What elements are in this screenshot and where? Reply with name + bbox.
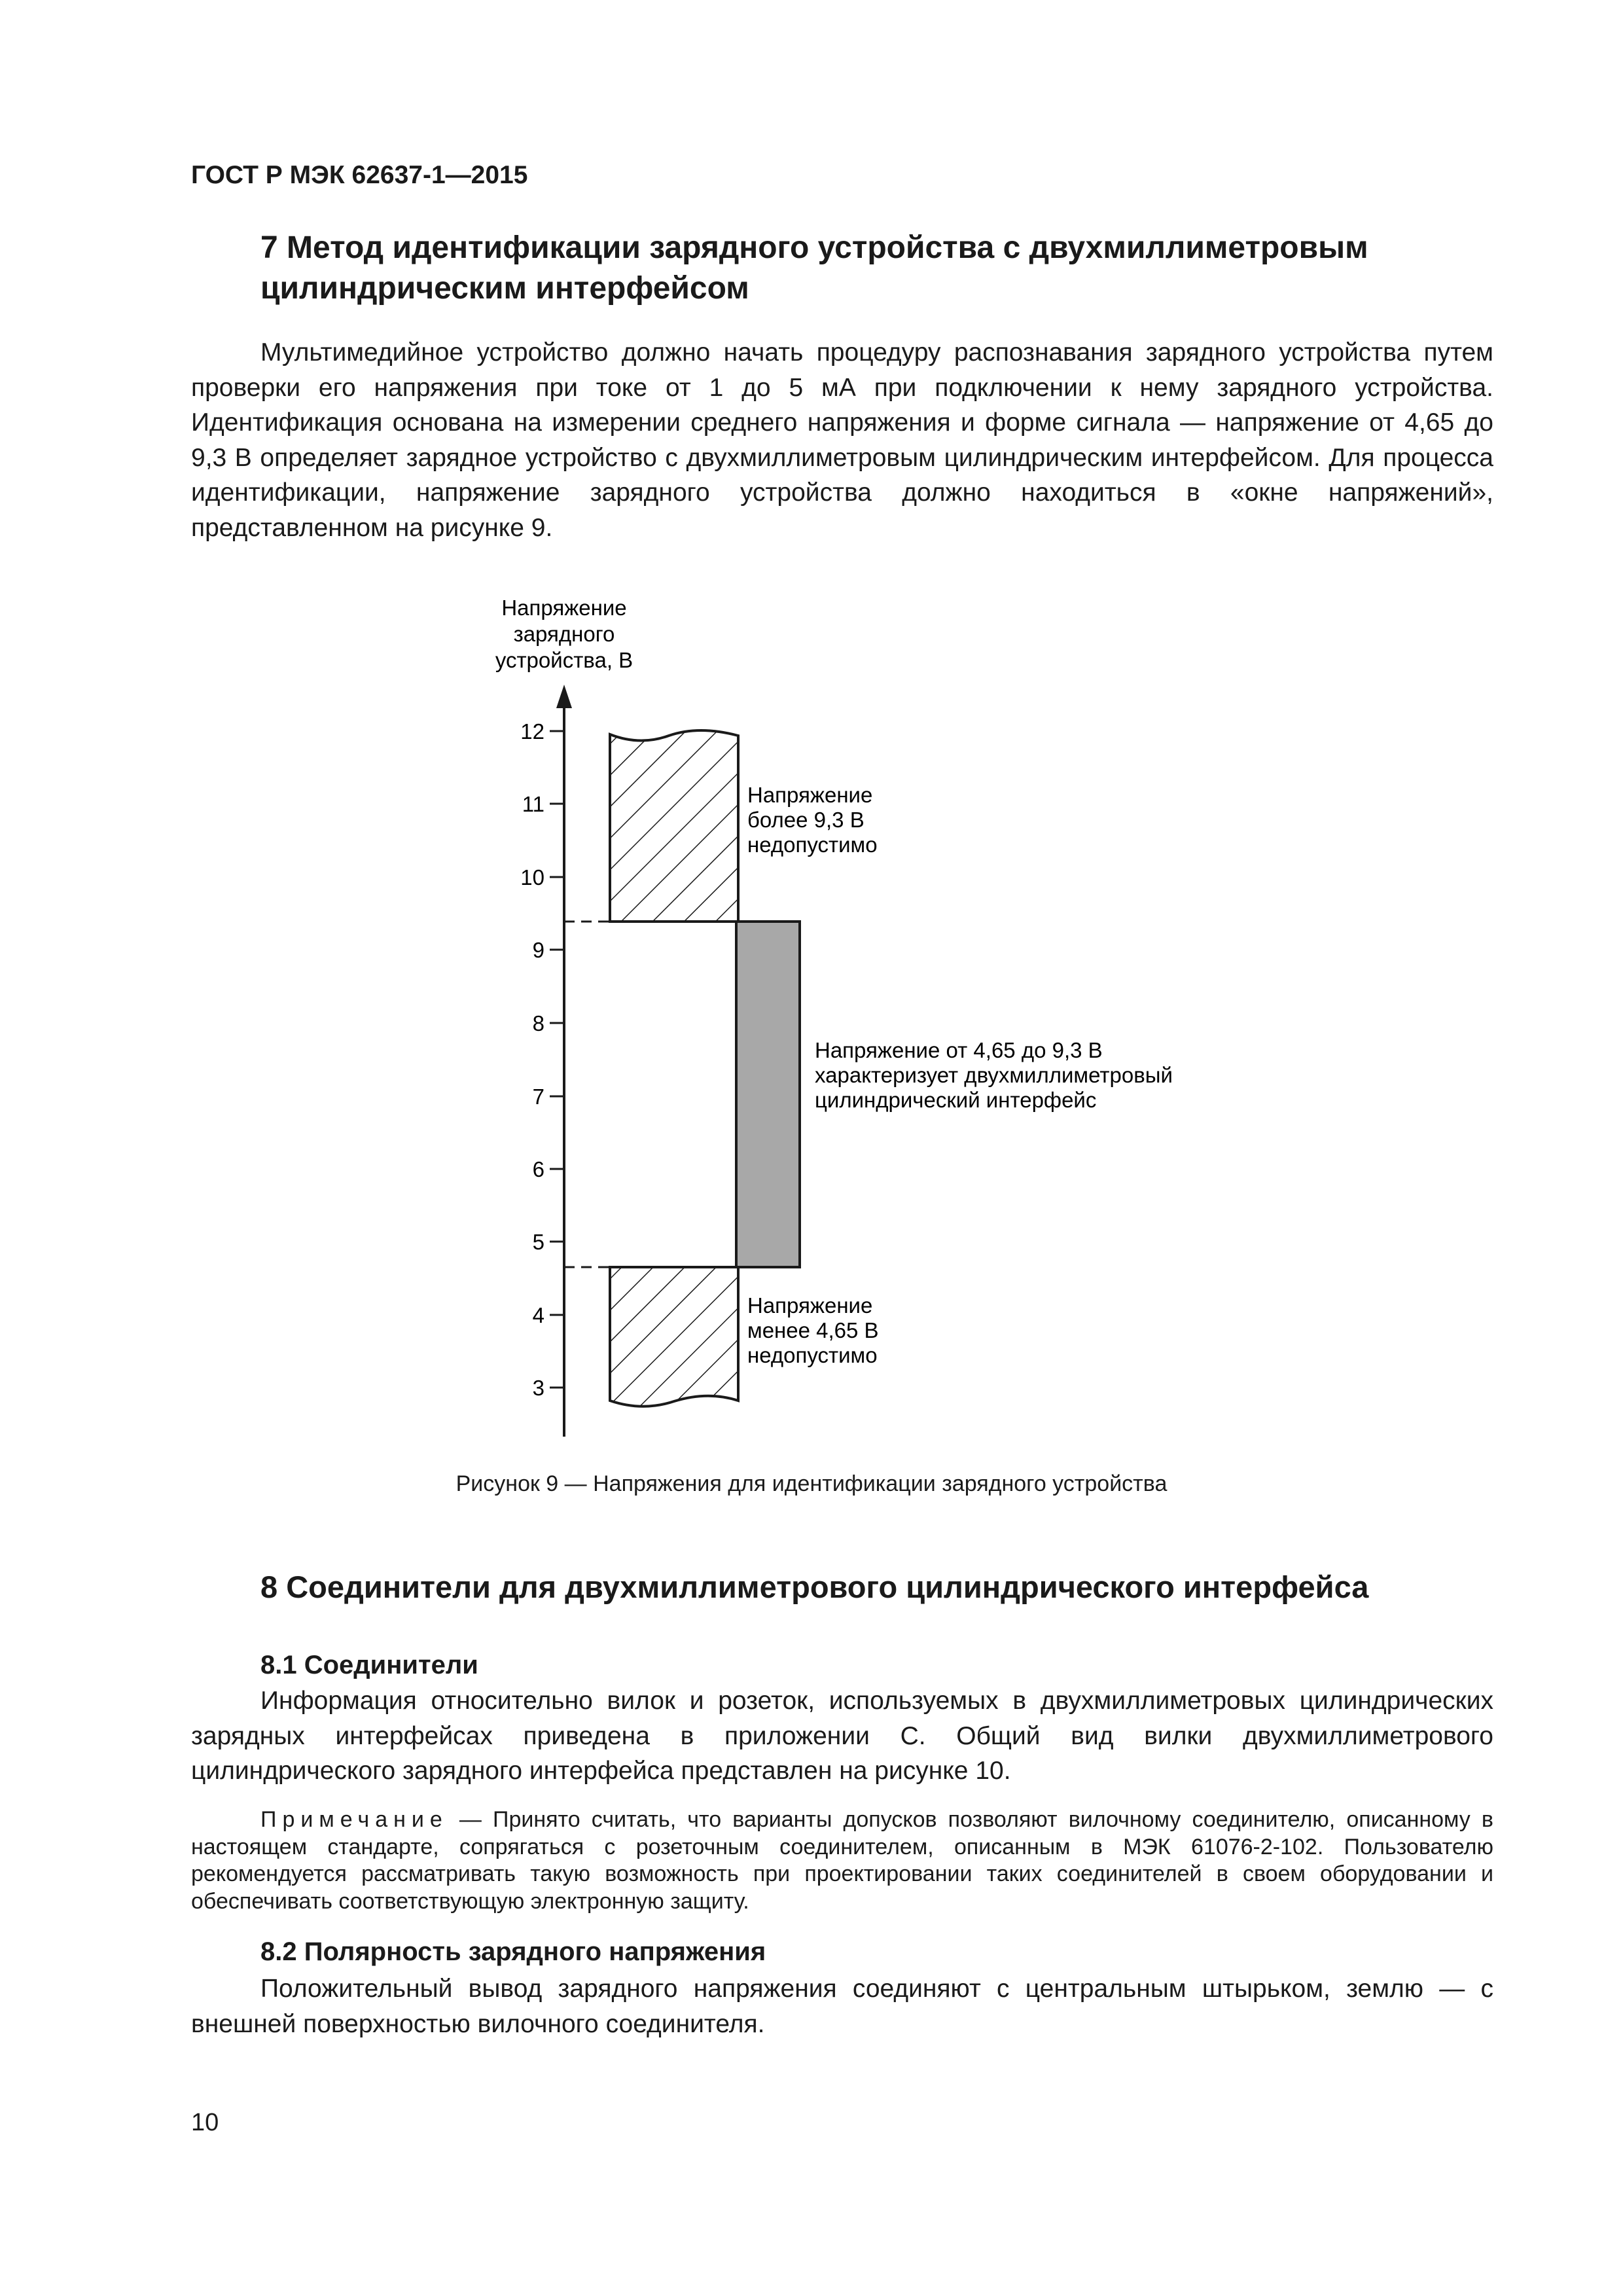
y-axis-ticks [520,719,564,1400]
tick-label: 8 [532,1011,544,1035]
section-7-title-line1: 7 Метод идентификации зарядного устройства с двухмиллиметровым [260,230,1368,265]
y-axis-label-line3: устройства, В [495,648,633,672]
section-8-2-paragraph: Положительный вывод зарядного напряжения соединяют с центральным штырьком, землю — с внешней поверхностью вилочного соединителя. [191,1975,1493,2038]
section-7-title-line2: цилиндрическим интерфейсом [260,271,749,306]
section-8-title: 8 Соединители для двухмиллиметрового цилиндрического интерфейса [260,1570,1369,1604]
tick-label: 7 [532,1085,544,1109]
upper-region-label-line3: недопустимо [747,833,878,857]
section-8-1-paragraph: Информация относительно вилок и розеток, используемых в двухмиллиметровых цилиндрических зарядных интерфейсах приведена в приложении С. Общий вид вилки двухмиллиметрового цилиндрического зарядного интерфейса представлен на рисунке 10. [191,1687,1493,1785]
tick-label: 11 [522,792,544,816]
note-block [191,1806,1493,1915]
document-header: ГОСТ Р МЭК 62637-1—2015 [191,161,528,189]
section-7-title [260,228,1368,309]
page-number: 10 [191,2109,219,2136]
tick-label: 5 [532,1230,544,1254]
tick-label: 3 [532,1376,544,1400]
lower-region-label-line2: менее 4,65 В [747,1318,879,1342]
tick-label: 10 [520,865,544,889]
upper-forbidden-region [610,730,738,922]
upper-region-label-line1: Напряжение [747,783,873,807]
window-label-line3: цилиндрический интерфейс [815,1088,1097,1112]
figure-9-chart [0,576,1623,1466]
lower-region-label-line3: недопустимо [747,1343,878,1367]
tick-label: 12 [520,719,544,744]
tick-label: 6 [532,1157,544,1181]
figure-9-caption: Рисунок 9 — Напряжения для идентификации зарядного устройства [455,1471,1168,1496]
section-8-1-title: 8.1 Соединители [260,1651,478,1679]
upper-region-label-line2: более 9,3 В [747,808,865,832]
y-axis-arrow-icon [556,685,572,708]
window-label-line2: характеризует двухмиллиметровый [815,1063,1173,1087]
y-axis-label-line1: Напряжение [501,596,627,620]
section-8-2-title: 8.2 Полярность зарядного напряжения [260,1937,766,1966]
lower-region-label-line1: Напряжение [747,1293,873,1318]
window-label-line1: Напряжение от 4,65 до 9,3 В [815,1038,1103,1062]
tick-label: 9 [532,938,544,962]
lower-forbidden-region [610,1267,738,1407]
note-label: Примечание [260,1807,448,1832]
y-axis-label-line2: зарядного [513,622,615,646]
valid-voltage-window [736,922,800,1267]
note-text: — Принято считать, что варианты допусков позволяют вилочному соединителю, описанному в настоящем стандарте, сопрягаться с розеточным соединителем, описанным в МЭК 61076-2-102. Пользователю рекомендуется рассматривать такую возможность при проектировании таких соединителей в своем оборудовании и обеспечивать соответствующую электронную защиту. [191,1807,1493,1914]
tick-label: 4 [532,1303,544,1327]
section-7-paragraph: Мультимедийное устройство должно начать процедуру распознавания зарядного устройства путем проверки его напряжения при токе от 1 до 5 мА при подключении к нему зарядного устройства. Идентификация основана на измерении среднего напряжения и форме сигнала — напряжение от 4,65 до 9,3 В определяет зарядное устройство с двухмиллиметровым цилиндрическим интерфейсом. Для процесса идентификации, напряжение зарядного устройства должно находиться в «окне напряжений», представленном на рисунке 9. [191,338,1493,542]
